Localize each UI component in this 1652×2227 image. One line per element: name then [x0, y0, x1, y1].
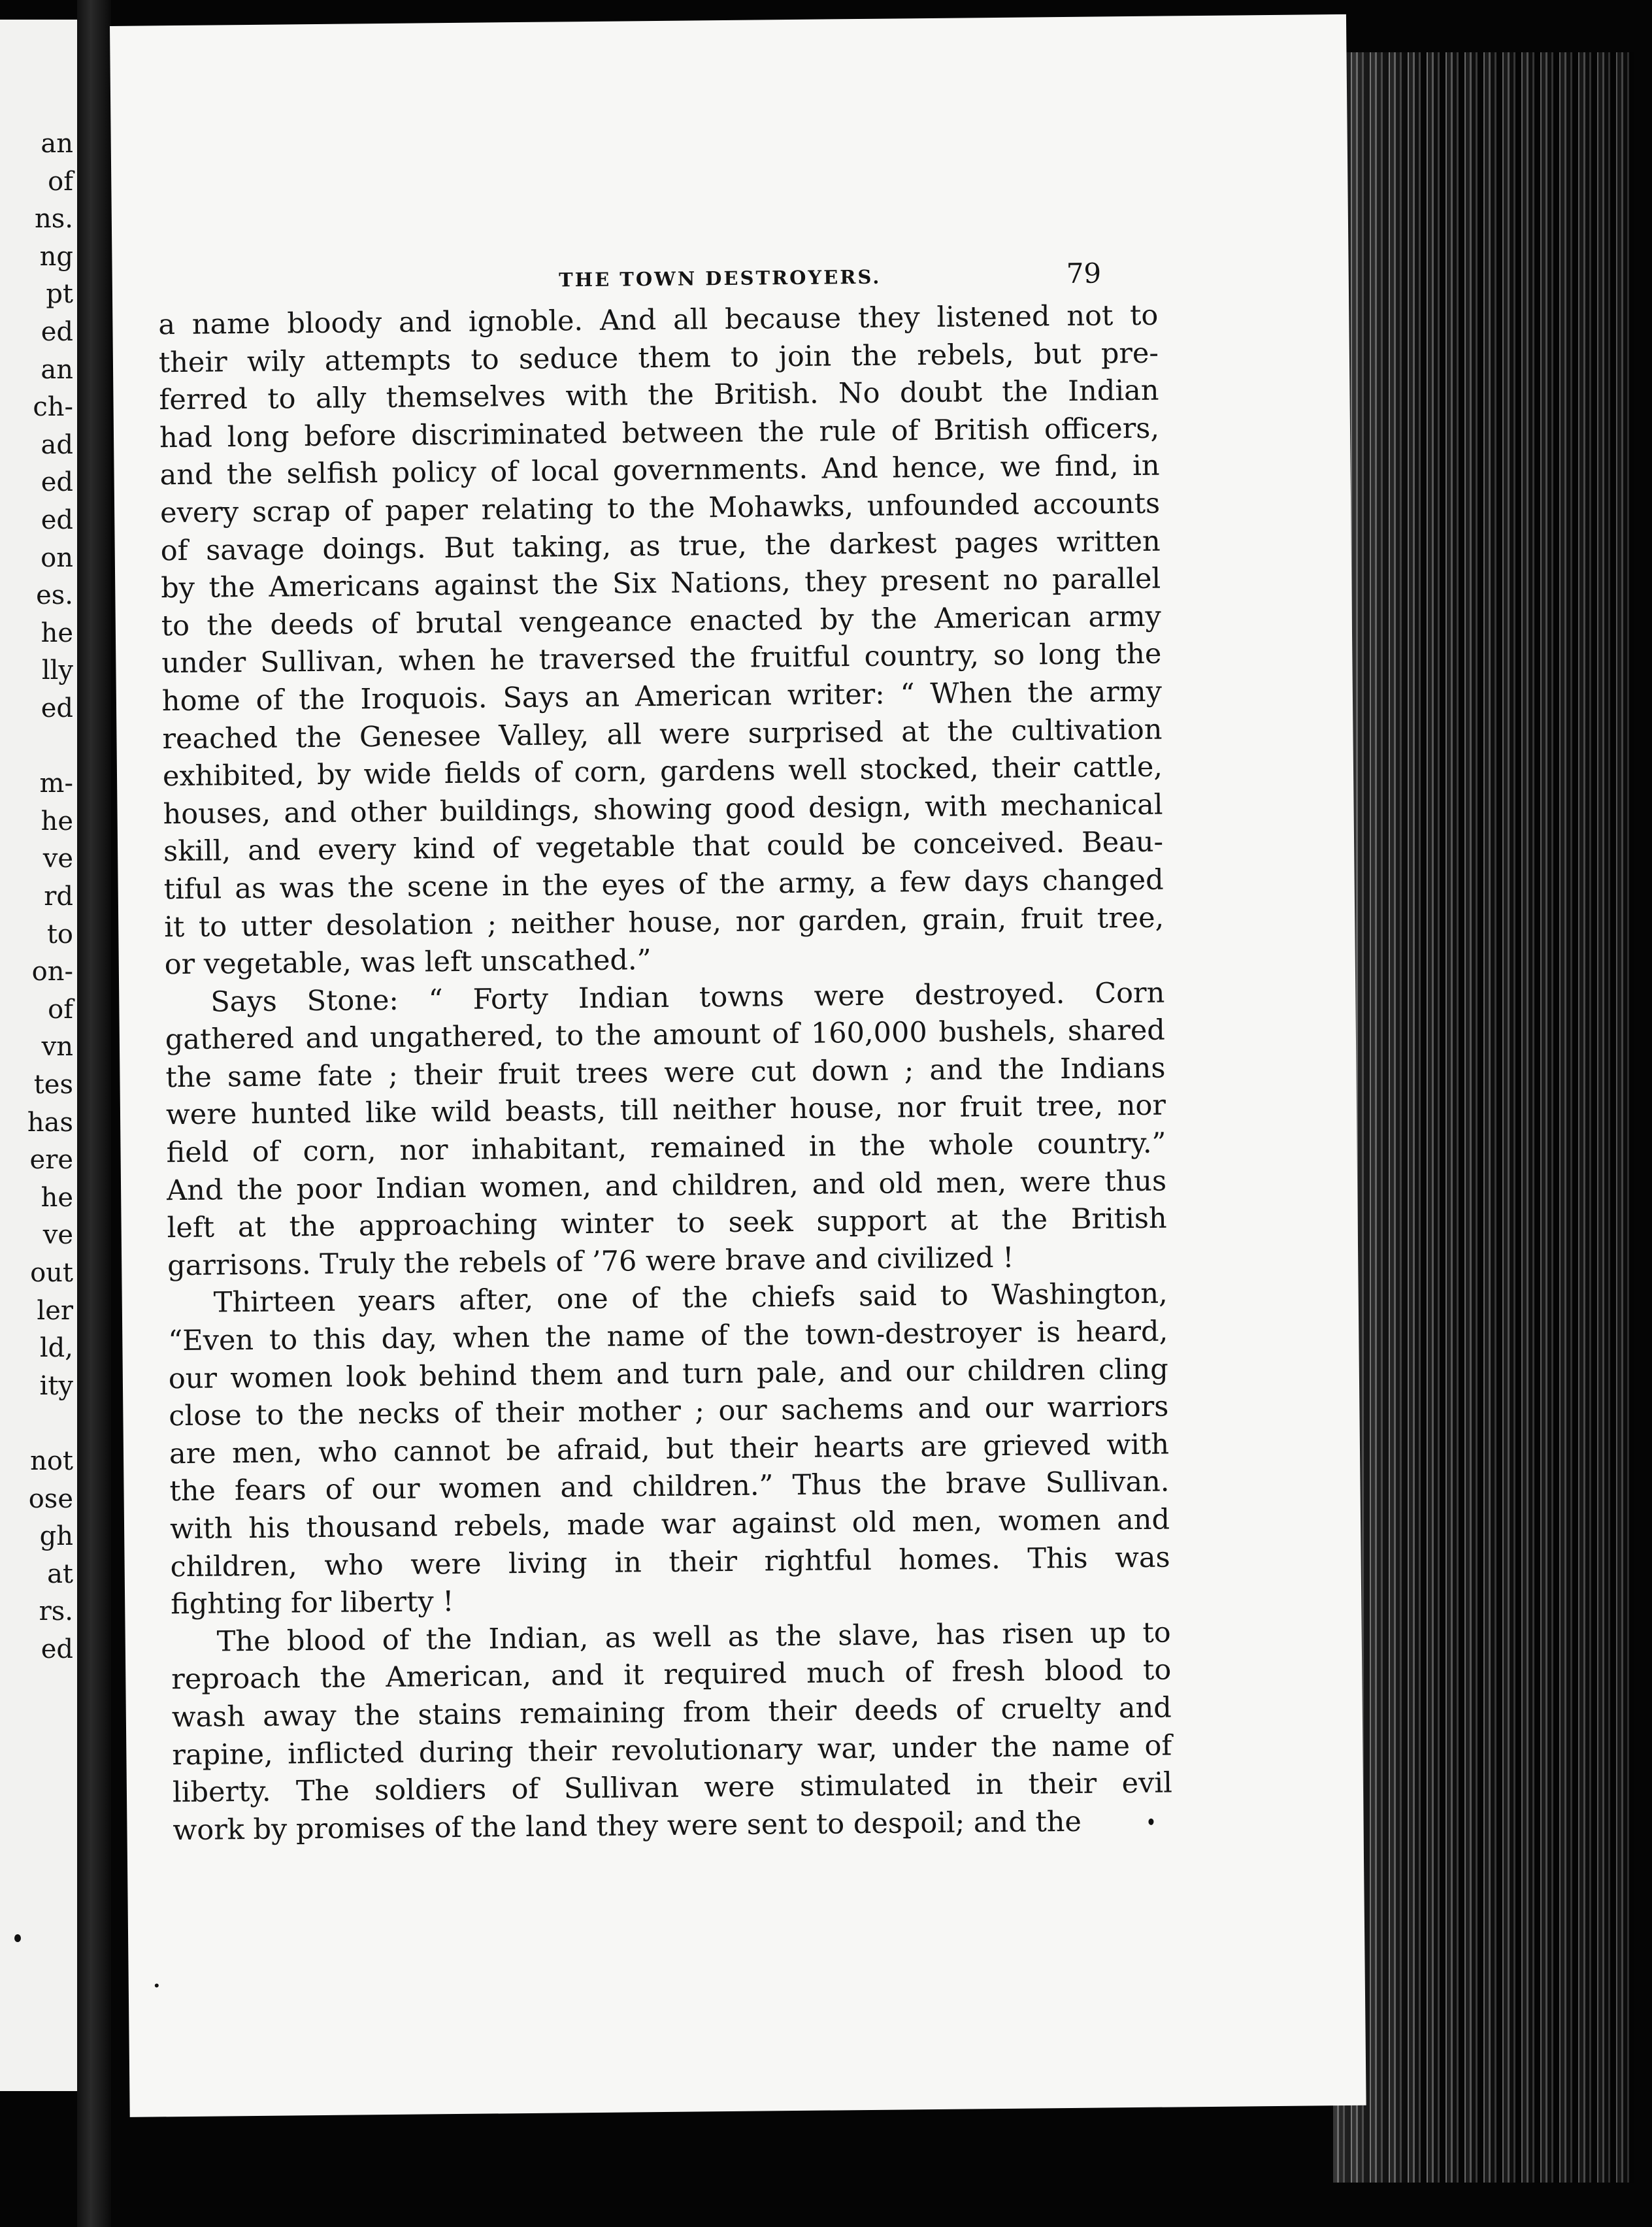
previous-page-fragment: rd [44, 882, 73, 912]
book-page [110, 14, 1366, 2117]
previous-page-fragment: m- [39, 768, 73, 799]
text-line: garrisons. Truly the rebels of ’76 were brave and civilized ! [167, 1241, 1014, 1283]
text-line: by the Americans against the Six Nations, they present no parallel [161, 562, 1161, 605]
previous-page-fragment: ve [42, 844, 73, 874]
text-line: our women look behind them and turn pale, and our children cling [168, 1353, 1169, 1395]
previous-page-fragment: ed [41, 693, 73, 723]
text-line: are men, who cannot be afraid, but their hearts are grieved with [169, 1428, 1170, 1471]
text-line: with his thousand rebels, made war against old men, women and [169, 1503, 1170, 1546]
ink-speck [155, 1983, 159, 1987]
text-line: houses, and other buildings, showing good design, with mechanical [163, 788, 1163, 831]
previous-page-fragment: on- [31, 957, 73, 987]
text-line: rapine, inflicted during their revolutionary war, under the name of [172, 1729, 1172, 1772]
text-line: or vegetable, was left unscathed.” [164, 944, 652, 982]
text-line: gathered and ungathered, to the amount of 160,000 bushels, shared [165, 1014, 1166, 1057]
previous-page-fragment: has [27, 1107, 73, 1138]
previous-page-fragment: es. [36, 580, 73, 611]
previous-page-fragment: vn [41, 1032, 73, 1063]
previous-page-fragment: ed [41, 467, 73, 498]
text-line: work by promises of the land they were sent to despoil; and the [173, 1805, 1082, 1847]
text-line: skill, and every kind of vegetable that could be conceived. Beau- [163, 825, 1164, 868]
text-line: every scrap of paper relating to the Mohawks, unfounded accounts [159, 487, 1161, 530]
text-line: home of the Iroquois. Says an American writer: “ When the army [161, 675, 1163, 718]
running-head: THE TOWN DESTROYERS. [558, 265, 882, 291]
ink-speck [14, 1934, 21, 1942]
previous-page-fragment: he [41, 618, 73, 648]
previous-page-fragment: an [41, 129, 73, 159]
previous-page-fragment: ed [41, 317, 73, 347]
text-line: The blood of the Indian, as well as the slave, has risen up to [216, 1616, 1171, 1658]
text-line: ferred to ally themselves with the British. No doubt the Indian [159, 374, 1159, 417]
previous-page-fragment: ed [41, 1634, 73, 1664]
previous-page-fragment: ler [37, 1295, 73, 1326]
previous-page-fragment: ad [41, 429, 73, 460]
previous-page-fragment: pt [46, 279, 73, 310]
text-line: close to the necks of their mother ; our sachems and our warriors [169, 1390, 1169, 1433]
previous-page-fragment: gh [39, 1521, 73, 1552]
text-line: field of corn, nor inhabitant, remained in the whole country.” [166, 1127, 1166, 1170]
text-line: it to utter desolation ; neither house, nor garden, grain, fruit tree, [163, 901, 1165, 944]
previous-page-fragment: he [41, 806, 73, 836]
text-line: and the selfish policy of local governments. And hence, we find, in [159, 449, 1160, 492]
text-line: left at the approaching winter to seek support at the British [167, 1202, 1167, 1245]
previous-page-fragment: to [46, 919, 73, 949]
previous-page-fragment: of [48, 166, 73, 197]
previous-page-fragment: at [47, 1559, 73, 1589]
text-line: of savage doings. But taking, as true, the darkest pages written [160, 525, 1161, 567]
previous-page-fragment: out [30, 1258, 73, 1288]
previous-page-edge [0, 20, 81, 2091]
text-line: were hunted like wild beasts, till neither house, nor fruit tree, nor [165, 1089, 1166, 1132]
previous-page-fragment: rs. [39, 1596, 73, 1627]
previous-page-fragment: ere [29, 1145, 73, 1176]
text-line: “Even to this day, when the name of the town-destroyer is heard, [168, 1315, 1168, 1358]
previous-page-fragment: he [41, 1182, 73, 1213]
text-line: reached the Genesee Valley, all were surprised at the cultivation [162, 713, 1163, 755]
previous-page-fragment: of [48, 994, 73, 1025]
previous-page-fragment: ns. [34, 204, 73, 235]
body-text [158, 297, 1173, 1850]
text-line: children, who were living in their rightful homes. This was [170, 1541, 1170, 1583]
previous-page-fragment: on [41, 542, 73, 573]
text-line: to the deeds of brutal vengeance enacted by the American army [161, 600, 1161, 643]
book-gutter [77, 0, 111, 2227]
previous-page-fragment: tes [33, 1070, 73, 1100]
previous-page-fragment: an [41, 354, 73, 385]
text-line: reproach the American, and it required much of fresh blood to [171, 1653, 1172, 1696]
previous-page-fragment: ed [41, 505, 73, 535]
text-line: Thirteen years after, one of the chiefs said to Washington, [213, 1277, 1168, 1320]
ink-speck [1148, 1819, 1153, 1825]
text-line: exhibited, by wide fields of corn, gardens well stocked, their cattle, [162, 750, 1163, 793]
text-line: liberty. The soldiers of Sullivan were stimulated in their evil [172, 1766, 1173, 1809]
text-line: Says Stone: “ Forty Indian towns were destroyed. Corn [210, 976, 1165, 1019]
text-line: under Sullivan, when he traversed the fruitful country, so long the [161, 637, 1162, 680]
previous-page-fragment: ng [39, 241, 73, 272]
text-line: And the poor Indian women, and children, and old men, were thus [166, 1164, 1167, 1207]
previous-page-fragment: ve [42, 1220, 73, 1251]
previous-page-fragment: ch- [33, 392, 73, 423]
text-line: fighting for liberty ! [170, 1585, 454, 1621]
text-line: tiful as was the scene in the eyes of the army, a few days changed [163, 863, 1164, 906]
page-block-shading [1333, 52, 1634, 2183]
page-number: 79 [1066, 257, 1102, 289]
previous-page-fragment: not [30, 1446, 73, 1476]
previous-page-fragment: lly [41, 655, 73, 686]
text-line: a name bloody and ignoble. And all because they listened not to [158, 299, 1159, 342]
text-line: had long before discriminated between the rule of British officers, [159, 412, 1160, 455]
text-line: the same fate ; their fruit trees were cut down ; and the Indians [165, 1051, 1166, 1095]
text-line: their wily attempts to seduce them to join the rebels, but pre- [158, 337, 1159, 379]
previous-page-fragment: ld, [39, 1333, 73, 1364]
previous-page-fragment: ity [39, 1370, 73, 1401]
text-line: wash away the stains remaining from their deeds of cruelty and [171, 1691, 1172, 1734]
previous-page-fragment: ose [28, 1483, 73, 1514]
text-line: the fears of our women and children.” Thus the brave Sullivan. [169, 1465, 1170, 1508]
